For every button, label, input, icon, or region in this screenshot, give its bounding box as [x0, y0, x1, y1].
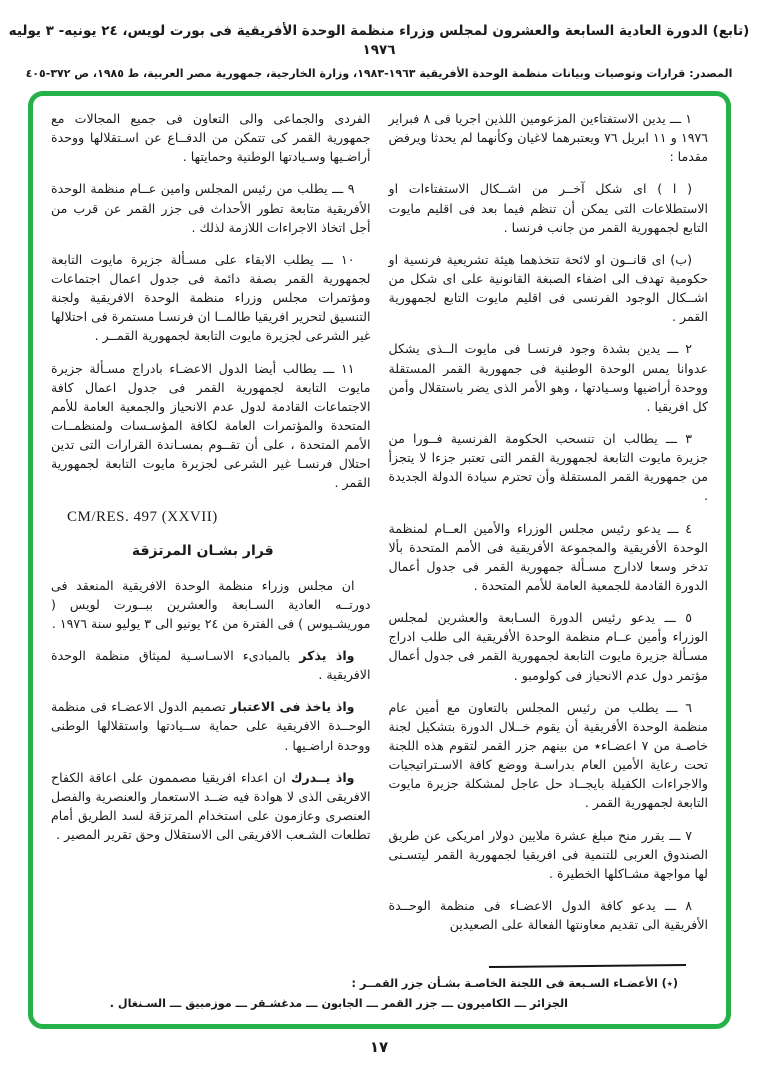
paragraph [51, 576, 371, 633]
document-frame [28, 91, 731, 1029]
footnote [51, 965, 708, 1010]
clause-lead: واذ يــدرك [290, 769, 355, 785]
paragraph: ( ا ) اى شكل آخــر من اشــكال الاستفتاءات او الاستطلاعات التى يمكن أن تنظم فيما بعد فى اقليم مايوت التابع لجمهورية القمر من جانب فرنسا . [388, 181, 708, 235]
clause-text: تصميم الدول الاعضـاء فى منظمة الوحــدة الافريقية على حماية ســيادتها واستقلالها الوطنى ووحدة اراضـيها . [51, 699, 371, 753]
paragraph: ٩ ـــ يطلب من رئيس المجلس وامين عــام منظمة الوحدة الأفريقية متابعة تطور الأحداث فى جزر القمر عن قرب من أجل اتخاذ الاجراءات اللازمة لذلك . [51, 181, 371, 235]
resolution-title: قرار بشـان المرتزقة [131, 543, 274, 560]
paragraph: ١١ ـــ يطالب أيضا الدول الاعضـاء بادراج مسـألة جزيرة مايوت التابعة لجمهورية القمر فى جدول اعمال كافة الاجتماعات القادمة لدول عدم الانحياز والجمعية العامة للأمم المتحدة والمؤتمرات العامة لكافة المؤسـسات ولمنظمــات الأمم المتحدة ، على أن تقــوم بمسـاندة القرارات التى تدين احتلال فرنسـا غير الشرعى لجزيرة مايوت التابعة لجمهورية القمر . [51, 360, 371, 491]
clause-text: ان اعداء افريقيا مصممون على اعاقة الكفاح الافريقى الذى لا هوادة فيه ضــد الاستعمار والعنصرية والفصل العنصرى وعازمون على استخدام المرتزقة لسد الطريق أمام تطلعات الشـعب الافريقى الى الاستقلال وحق تقرير المصير . [51, 769, 371, 843]
paragraph: ٨ ـــ يدعو كافة الدول الاعضـاء فى منظمة الوحــدة الأفريقية الى تقديم معاونتها الفعالة على الصعيدين [388, 897, 708, 933]
page-number: ١٧ [369, 1038, 389, 1056]
clause-text: ان مجلس وزراء منظمة الوحدة الافريقية المنعقد فى دورتــه العادية السـابعة والعشرين ببــورت لويس ( موريشـيوس ) فى الفترة من ٢٤ يونيو الى ٣ يوليو سنة ١٩٧٦ . [51, 577, 371, 631]
paragraph: ٤ ـــ يدعو رئيس مجلس الوزراء والأمين العــام لمنظمة الوحدة الأفريقية والمجموعة الأفريقية فى الأمم المتحدة بألا تدخر وسعا لادارج مسـألة جمهورية القمر فى جدول أعمال الدورة القادمة للجمعية العامة للأمم المتحدة . [388, 520, 708, 593]
source-line: المصدر: قرارات وتوصيات وبيانات منظمة الوحدة الأفريقية ١٩٦٣-١٩٨٣، وزارة الخارجية، جمهورية مصر العربية، ط ١٩٨٥، ص ٣٧٢-٤٠٥ [25, 66, 733, 80]
clause-lead: واذ ياخذ فى الاعتبار [230, 699, 355, 715]
paragraph: الفردى والجماعى والى التعاون فى جميع المجالات مع جمهورية القمر كى تتمكن من الدفــاع عن اسـتقلالها ووحدة أراضـيها وسـيادتها الوطنية وحمايتها . [51, 111, 371, 165]
paragraph [51, 768, 371, 845]
paragraph: ١ ـــ يدين الاستفتاءين المزعومين اللذين اجريا فى ٨ فبراير ١٩٧٦ و ١١ ابريل ٧٦ ويعتبرهما لاغيان وكأنهما لم يحدثا ويرفض مقدما : [388, 111, 708, 165]
clause-lead: واذ يذكر [299, 648, 355, 664]
column-left [51, 109, 371, 951]
paragraph: ٣ ـــ يطالب ان تنسحب الحكومة الفرنسية فــورا من جزيرة مايوت التابعة لجمهورية القمر التى تعتبر جزءا لا يتجزأ من جمهورية القمر المستقلة وأن تحترم سيادة الدولة الجديدة . [388, 430, 708, 504]
paragraph: ٢ ـــ يدين بشدة وجود فرنسـا فى مايوت الــذى يشكل عدوانا يمس الوحدة الوطنية فى جمهورية القمر المستقلة ووحدة أراضيها وسـيادتها ، وهو الأمر الذى يضر باستقلال وأمن كل افريقيا . [388, 341, 708, 414]
clause-text: بالمبادىء الاسـاسـية لميثاق منظمة الوحدة الافريقية . [51, 648, 371, 683]
text-columns [51, 109, 708, 951]
paragraph: ١٠ ـــ يطلب الابقاء على مسـألة جزيرة مايوت التابعة لجمهورية القمر بصفة دائمة فى جدول اعمال اجتماعات ومؤتمرات مجلس وزراء منظمة الوحدة الافريقية ولجنة التنسيق لتحرير افريقيا طالمــا ان فرنسـا مستمرة فى احتلالها غير الشرعى لجزيرة مايوت التابعة لجمهورية القمــر . [51, 251, 371, 344]
paragraph [51, 646, 371, 684]
frame-inner [33, 96, 726, 1024]
footnote-committee: (٭) الأعضـاء السـبعة فى اللجنة الخاصـة بشـأن جزر القمــر : [351, 977, 678, 990]
column-right [389, 109, 709, 951]
session-title: (تابع) الدورة العادية السابعة والعشرون لمجلس وزراء منظمة الوحدة الأفريقية فى بورت لويس، ٢٤ يونيه- ٣ يوليه ١٩٧٦ [8, 23, 750, 58]
paragraph: ٧ ـــ يقرر منح مبلغ عشرة ملايين دولار امريكى عن طريق الصندوق العربى للتنمية فى افريقيا لجمهورية القمر ليتسـنى لها مواجهة مشـاكلها الخطيرة . [388, 827, 708, 881]
paragraph [51, 697, 371, 754]
footnote-separator [489, 964, 686, 968]
resolution-code: CM/RES. 497 (XXVII) [67, 508, 218, 525]
footnote-members: الجزائر ـــ الكاميرون ـــ جزر القمر ـــ الجابون ـــ مدغشـقر ـــ موزمبيق ـــ السـنغال . [109, 997, 568, 1010]
page-header [0, 22, 758, 80]
paragraph: (ب) اى قانــون او لائحة تتخذهما هيئة تشريعية فرنسية او حكومية تهدف الى اضفاء الصبغة القانونية على اى شكل من اشــكال الوجود الفرنسى فى اقليم مايوت التابع لجمهورية القمر . [388, 251, 708, 325]
paragraph: ٥ ـــ يدعو رئيس الدورة السـابعة والعشرين لمجلس الوزراء وأمين عــام منظمة الوحدة الأفريقية الى طلب ادراج مسـألة جزيرة مايوت التابعة لجمهورية القمر فى جدول أعمال مؤتمر دول عدم الانحياز فى كولومبو . [388, 610, 708, 683]
paragraph: ٦ ـــ يطلب من رئيس المجلس بالتعاون مع أمين عام منظمة الوحدة الأفريقية أن يقوم خــلال الدورة بتشكيل لجنة خاصـة من ٧ اعضـاء٭ من بينهم جزر القمر لتقوم هذه اللجنة تحت رعاية الأمين العام بدراسـة ووضع كافة الاسـتراتيجيات والاجراءات الكفيلة بايجــاد حل عاجل لمشكلة جزيرة مايوت التابعة لجمهورية القمر . [388, 699, 708, 811]
